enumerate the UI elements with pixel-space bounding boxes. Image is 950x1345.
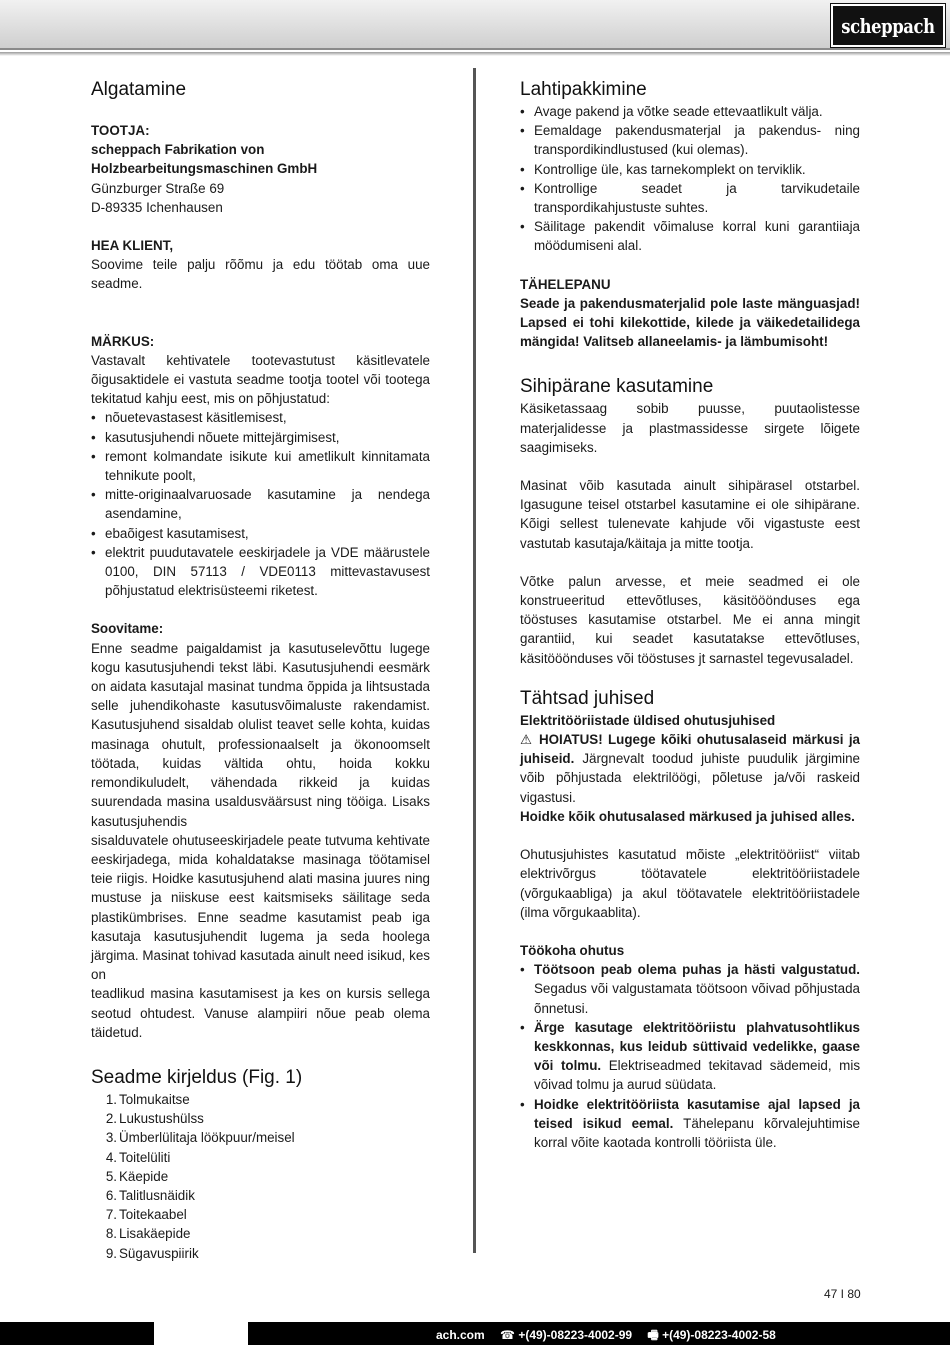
list-item: • Ärge kasutage elektritööriistu plahvatusohtlikus keskkonnas, kus leidub süttivaid vedelikke, gaase või tolmu. Elektriseadmed tekitavad sädemeid, mis võivad tolmu ja aurud süüdata.: [520, 1018, 860, 1095]
intended-p1: Käsiketassaag sobib puusse, puutaolistesse materjalidesse ja plastmassidesse sirgete lõigete saagimiseks.: [520, 401, 860, 455]
section-title-unpack: Lahtipakkimine: [520, 79, 647, 100]
list-item: 5. Käepide: [105, 1168, 169, 1184]
list-item: 7. Toitekaabel: [105, 1207, 187, 1223]
note-label: MÄRKUS:: [91, 333, 155, 349]
list-item: • Töötsoon peab olema puhas ja hästi valgustatud. Segadus või valgustamata töötsoon võivad põhjustada õnnetusi.: [520, 960, 860, 1018]
company-street: Günzburger Straße 69: [91, 180, 225, 196]
note-list: [91, 408, 430, 600]
section-title-important: Tähtsad juhised: [520, 687, 655, 709]
keep-instructions: Hoidke kõik ohutusalased märkused ja juhised alles.: [520, 808, 855, 824]
list-item: 8. Lisakäepide: [105, 1226, 191, 1242]
list-item: • Kontrollige üle, kas tarnekomplekt on terviklik.: [520, 160, 860, 179]
section-title-device: Seadme kirjeldus (Fig. 1): [91, 1066, 303, 1088]
scheppach-logo: [831, 4, 945, 47]
term-definition: Ohutusjuhistes kasutatud mõiste „elektritööriist“ viitab elektrivõrgus töötavatele elektritööriistadele (võrgukaabliga) ja akul töötavatele elektritööriistadele (ilma võrgukaablita).: [520, 847, 860, 920]
list-item: • mitte-originaalvaruosade kasutamine ja nendega asendamine,: [91, 485, 430, 523]
list-item: 2. Lukustushülss: [105, 1111, 204, 1127]
manufacturer-label: TOOTJA:: [91, 123, 150, 138]
section-title-intended-use: Sihipärane kasutamine: [520, 376, 714, 398]
list-item: 3. Ümberlülitaja löökpuur/meisel: [105, 1130, 295, 1146]
list-item: • Kontrollige seadet ja tarvikudetaile transpordikahjustuste suhtes.: [520, 179, 860, 217]
recommend-p2: sisalduvatele ohutuseeskirjadele peate tutvuma kehtivate eeskirjadega, mida kohaldatakse masinaga töötamisel teie riigis. Hoidke kasutusjuhend alati masina juures ning mustuse ja niiskuse eest kaitsmiseks säilitage seda plastikümbrises. Enne seadme kasutamist peab iga kasutaja kasutusjuhendit lugema ja seda hoolega järgima. Masinat tohivad kasutada ainult need isikud, kes on: [91, 832, 430, 983]
warning-bold: ⚠ HOIATUS! Lugege kõiki ohutusalaseid märkusi ja juhiseid.: [520, 732, 860, 767]
intended-p3: Võtke palun arvesse, et meie seadmed ei ole konstrueeritud ettevõtluses, käsitööönduses ega tööstuses kasutamise otstarbel. Me ei anna mingit garantiid, kui seadet kasutatakse ettevõtluses, käsitööönduses või tööstuses jt sarnastel tegevusaladel.: [520, 573, 860, 666]
attention-text: Seade ja pakendusmaterjalid pole laste mänguasjad! Lapsed ei tohi kilekottide, kilede ja väikedetailidega mängida! Valitseb allaneelamis- ja lämbumisoht!: [520, 295, 860, 350]
footer-web: ach.com: [436, 1328, 485, 1342]
list-item: 6. Talitlusnäidik: [105, 1187, 195, 1203]
intended-p2: Masinat võib kasutada ainult sihipärasel otstarbel. Igasugune teisel otstarbel kasutamine ei ole sihipärane. Kõigi sellest tulenevate kahjude või vigastuste eest vastutab kasutaja/käitaja ja mitte tootja.: [520, 478, 860, 551]
recommend-p1: Enne seadme paigaldamist ja kasutuselevõttu lugege kogu kasutusjuhendi tekst läbi. Kasutusjuhendi eesmärk on aidata kasutajal masinat tundma õppida ja lihtsustada selle juhendikohaste kasutusvõimaluste rakendamist. Kasutusjuhend sisaldab olulist teavet selle kohta, kuidas masinaga ohutult, professionaalselt ja ökonoomselt töötada, kuidas vältida ohtu, hoida kokku remondikuludelt, vähendada rikkeid ja kuidas suurendada masina usaldusväärsust ning tööiga. Lisaks kasutusjuhendis: [91, 640, 430, 829]
footer-contact: [436, 1326, 788, 1345]
dear-client-label: HEA KLIENT,: [91, 238, 174, 254]
company-line2: Holzbearbeitungsmaschinen GmbH: [91, 161, 318, 177]
recommend-label: Soovitame:: [91, 621, 164, 637]
list-item: • elektrit puudutavatele eeskirjadele ja VDE määrustele 0100, DIN 57113 / VDE0113 mittevastavusest põhjustatud elektrisüsteemi riketest.: [91, 543, 430, 601]
list-item: 9. Sügavuspiirik: [105, 1245, 199, 1261]
list-item: • Säilitage pakendit võimaluse korral kuni garantiiaja möödumiseni alal.: [520, 217, 860, 255]
header-shadow: [0, 52, 950, 56]
list-item: • Avage pakend ja võtke seade ettevaatlikult välja.: [520, 102, 860, 121]
list-item: 4. Toitelüliti: [105, 1149, 171, 1165]
page-number: 47 I 80: [824, 1287, 861, 1301]
unpack-list: [520, 102, 860, 256]
attention-label: TÄHELEPANU: [520, 276, 611, 292]
right-column: [520, 78, 860, 1152]
list-item: • Eemaldage pakendusmaterjal ja pakendus- ning transpordikindlustused (kui olemas).: [520, 121, 860, 159]
warning-paragraph: [520, 730, 860, 807]
list-item: • nõuetevastasest käsitlemisest,: [91, 408, 430, 427]
recommend-p3: teadlikud masina kasutamisest ja kes on kursis sellega seotud ohtudest. Vanuse alampiiri nõue peab olema täidetud.: [91, 986, 430, 1040]
list-item: • ebaõigest kasutamisest,: [91, 524, 430, 543]
header-band: [0, 0, 950, 50]
company-city: D-89335 Ichenhausen: [91, 199, 223, 215]
safety-subtitle: Elektritööriistade üldised ohutusjuhised: [520, 712, 776, 728]
list-item: 1. Tolmukaitse: [105, 1091, 190, 1107]
workplace-list: [520, 960, 860, 1152]
footer-white-block: [154, 1322, 248, 1345]
section-title-algatamine: Algatamine: [91, 79, 187, 100]
logo-text: scheppach: [841, 13, 935, 38]
list-item: • Hoidke elektritööriista kasutamise ajal lapsed ja teised isikud eemal. Tähelepanu kõrvalejuhtimise korral võite kaotada kontrolli tööriista üle.: [520, 1095, 860, 1153]
note-intro: Vastavalt kehtivatele tootevastutust käsitlevatele õigusaktidele ei vastuta seadme tootja tootel või tootega tekitatud kahju eest, mis on põhjustatud:: [91, 352, 430, 407]
footer-phone: ☎ +(49)-08223-4002-99: [500, 1328, 633, 1342]
wish-text: Soovime teile palju rõõmu ja edu töötab oma uue seadme.: [91, 257, 430, 292]
column-divider: [473, 68, 476, 1253]
workplace-label: Töökoha ohutus: [520, 942, 625, 958]
list-item: • kasutusjuhendi nõuete mittejärgimisest,: [91, 428, 430, 447]
device-parts-list: [91, 1090, 430, 1263]
left-column: [91, 78, 430, 1263]
warning-text: Järgnevalt toodud juhiste puudulik järgimine võib põhjustada elektrilöögi, põletuse ja/või raskeid vigastusi.: [520, 751, 860, 805]
footer-fax: 🖷 +(49)-08223-4002-58: [647, 1328, 776, 1342]
company-line1: scheppach Fabrikation von: [91, 142, 265, 158]
list-item: • remont kolmandate isikute kui ametlikult kinnitamata tehnikute poolt,: [91, 447, 430, 485]
